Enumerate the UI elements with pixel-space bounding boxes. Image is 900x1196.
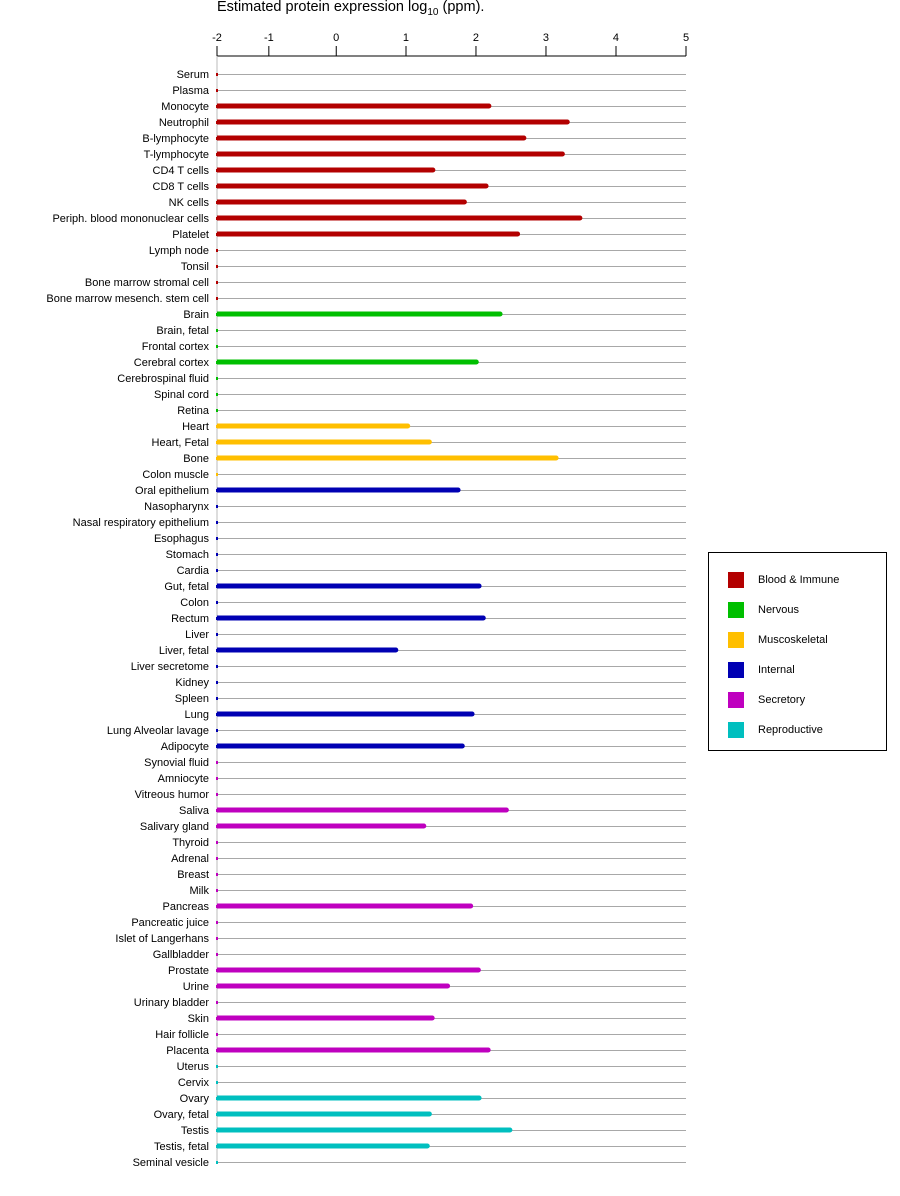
bar-body [217,616,483,621]
legend-swatch [728,632,744,648]
category-label: Liver [185,629,209,641]
category-label: Gut, fetal [164,581,209,593]
legend-item [728,692,805,708]
legend-item [728,722,823,738]
category-label: Urine [182,981,209,993]
legend-item [728,632,828,648]
category-label: B-lymphocyte [142,133,209,145]
bar-baseline-stub [216,665,218,668]
bar-body [217,744,462,749]
category-label: Amniocyte [157,773,209,785]
bar-body [217,904,470,909]
bar-body [217,712,472,717]
category-label: Spinal cord [153,389,209,401]
bar-baseline-stub [216,377,218,380]
bar-baseline-stub [216,1001,218,1004]
bar-body [217,184,486,189]
category-label: Frontal cortex [141,341,209,353]
category-label: Stomach [165,549,209,561]
bar-body [217,360,476,365]
category-label: Adrenal [171,853,209,865]
category-label: Liver secretome [130,661,209,673]
legend-label: Nervous [758,604,799,616]
bar-baseline-stub [216,889,218,892]
category-label: Lymph node [148,245,209,257]
legend-swatch [728,662,744,678]
bar-baseline-stub [216,601,218,604]
bar-baseline-stub [216,681,218,684]
legend-label: Blood & Immune [758,574,840,586]
category-label: Nasopharynx [144,501,209,513]
bar-baseline-stub [216,777,218,780]
category-label: Heart, Fetal [151,437,209,449]
bar-body [217,232,517,237]
bar-body [217,488,458,493]
bar-body [217,216,579,221]
category-label: Skin [187,1013,209,1025]
category-label: Uterus [176,1061,209,1073]
category-label: Serum [176,69,209,81]
category-label: Hair follicle [155,1029,209,1041]
bar-baseline-stub [216,553,218,556]
category-label: Spleen [174,693,209,705]
bar-baseline-stub [216,521,218,524]
bar-body [217,440,429,445]
category-label: Bone marrow stromal cell [84,277,209,289]
category-label: Retina [177,405,209,417]
x-tick-label: 3 [542,32,550,44]
x-tick-label: 2 [472,32,480,44]
x-tick-label: 4 [612,32,620,44]
bar-baseline-stub [216,1161,218,1164]
legend-swatch [728,722,744,738]
bar-baseline-stub [216,569,218,572]
category-label: Rectum [171,613,209,625]
category-label: Cervix [177,1077,209,1089]
bar-body [217,136,523,141]
legend-item [728,602,799,618]
category-label: Lung Alveolar lavage [106,725,209,737]
category-label: Placenta [166,1045,209,1057]
bar-baseline-stub [216,857,218,860]
bar-baseline-stub [216,393,218,396]
x-tick-label: -1 [263,32,274,44]
category-label: Nasal respiratory epithelium [72,517,209,529]
category-label: Bone marrow mesench. stem cell [46,293,209,305]
bar-body [217,984,447,989]
legend-item [728,572,839,588]
bar-baseline-stub [216,1081,218,1084]
bar-body [217,1112,429,1117]
bar-baseline-stub [216,89,218,92]
bar-baseline-stub [216,697,218,700]
category-label: Prostate [168,965,209,977]
category-label: Oral epithelium [135,485,209,497]
legend-item [728,662,795,678]
bar-baseline-stub [216,841,218,844]
category-label: Cerebral cortex [133,357,209,369]
category-label: Esophagus [153,533,209,545]
bar-baseline-stub [216,73,218,76]
bar-body [217,168,432,173]
chart-title-prefix: Estimated protein expression log [217,0,428,15]
category-label: Colon muscle [142,469,209,481]
bar-body [217,584,479,589]
legend-label: Reproductive [758,724,823,736]
category-label: Testis, fetal [153,1141,209,1153]
bar-baseline-stub [216,297,218,300]
legend [708,552,887,751]
bar-body [217,808,506,813]
bar-baseline-stub [216,473,218,476]
category-label: Pancreatic juice [131,917,209,929]
category-label: Heart [182,421,209,433]
bar-body [217,200,464,205]
category-label: Urinary bladder [133,997,209,1009]
bar-body [217,1128,509,1133]
bar-baseline-stub [216,1033,218,1036]
bar-baseline-stub [216,505,218,508]
bar-body [217,1016,432,1021]
category-label: Liver, fetal [158,645,209,657]
bar-body [217,424,407,429]
bar-baseline-stub [216,265,218,268]
category-label: Vitreous humor [134,789,209,801]
category-label: Ovary, fetal [153,1109,209,1121]
legend-swatch [728,572,744,588]
category-label: CD4 T cells [152,165,209,177]
category-label: Periph. blood mononuclear cells [52,213,209,225]
category-label: NK cells [168,197,209,209]
category-label: Testis [180,1125,209,1137]
legend-label: Muscoskeletal [758,634,828,646]
category-label: Pancreas [162,901,209,913]
bar-body [217,1144,427,1149]
legend-swatch [728,602,744,618]
category-label: Brain, fetal [156,325,209,337]
category-label: Saliva [179,805,209,817]
category-label: Adipocyte [160,741,209,753]
category-label: Ovary [179,1093,209,1105]
bar-baseline-stub [216,921,218,924]
bar-body [217,456,556,461]
category-label: Lung [184,709,209,721]
chart-title-suffix: (ppm). [438,0,485,15]
x-tick-label: 1 [402,32,410,44]
x-tick-label: 0 [333,32,340,44]
category-labels [46,69,210,1169]
category-label: Platelet [172,229,209,241]
bar-baseline-stub [216,281,218,284]
x-tick-label: -2 [212,32,222,44]
bar-baseline-stub [216,1065,218,1068]
category-label: Plasma [172,85,209,97]
bar-baseline-stub [216,793,218,796]
category-label: Cerebrospinal fluid [117,373,209,385]
category-label: Breast [177,869,209,881]
bar-baseline-stub [216,329,218,332]
bar-baseline-stub [216,761,218,764]
category-label: Thyroid [172,837,209,849]
bar-baseline-stub [216,409,218,412]
bar-body [217,1096,479,1101]
bar-baseline-stub [216,633,218,636]
bar-baseline-stub [216,249,218,252]
legend-swatch [728,692,744,708]
category-label: Bone [183,453,209,465]
category-label: Seminal vesicle [132,1157,209,1169]
category-label: T-lymphocyte [143,149,209,161]
bar-body [217,104,488,109]
category-label: Synovial fluid [144,757,209,769]
category-label: Gallbladder [152,949,209,961]
legend-label: Secretory [758,694,806,706]
bar-baseline-stub [216,953,218,956]
category-label: Kidney [175,677,209,689]
bar-body [217,312,500,317]
legend-label: Internal [758,664,795,676]
bar-body [217,120,567,125]
bar-baseline-stub [216,537,218,540]
bar-baseline-stub [216,873,218,876]
category-label: CD8 T cells [152,181,209,193]
bar-baseline-stub [216,729,218,732]
category-label: Colon [180,597,209,609]
bar-body [217,1048,488,1053]
category-label: Salivary gland [139,821,209,833]
x-tick-label: 5 [682,32,690,44]
category-label: Cardia [176,565,209,577]
bar-body [217,648,395,653]
bar-body [217,152,562,157]
bar-baseline-stub [216,937,218,940]
category-label: Islet of Langerhans [115,933,209,945]
category-label: Monocyte [161,101,209,113]
bar-body [217,968,478,973]
category-label: Neutrophil [158,117,209,129]
chart-title-subscript: 10 [427,6,439,18]
category-label: Tonsil [180,261,209,273]
category-label: Milk [189,885,209,897]
bar-body [217,824,423,829]
bar-baseline-stub [216,345,218,348]
category-label: Brain [183,309,209,321]
